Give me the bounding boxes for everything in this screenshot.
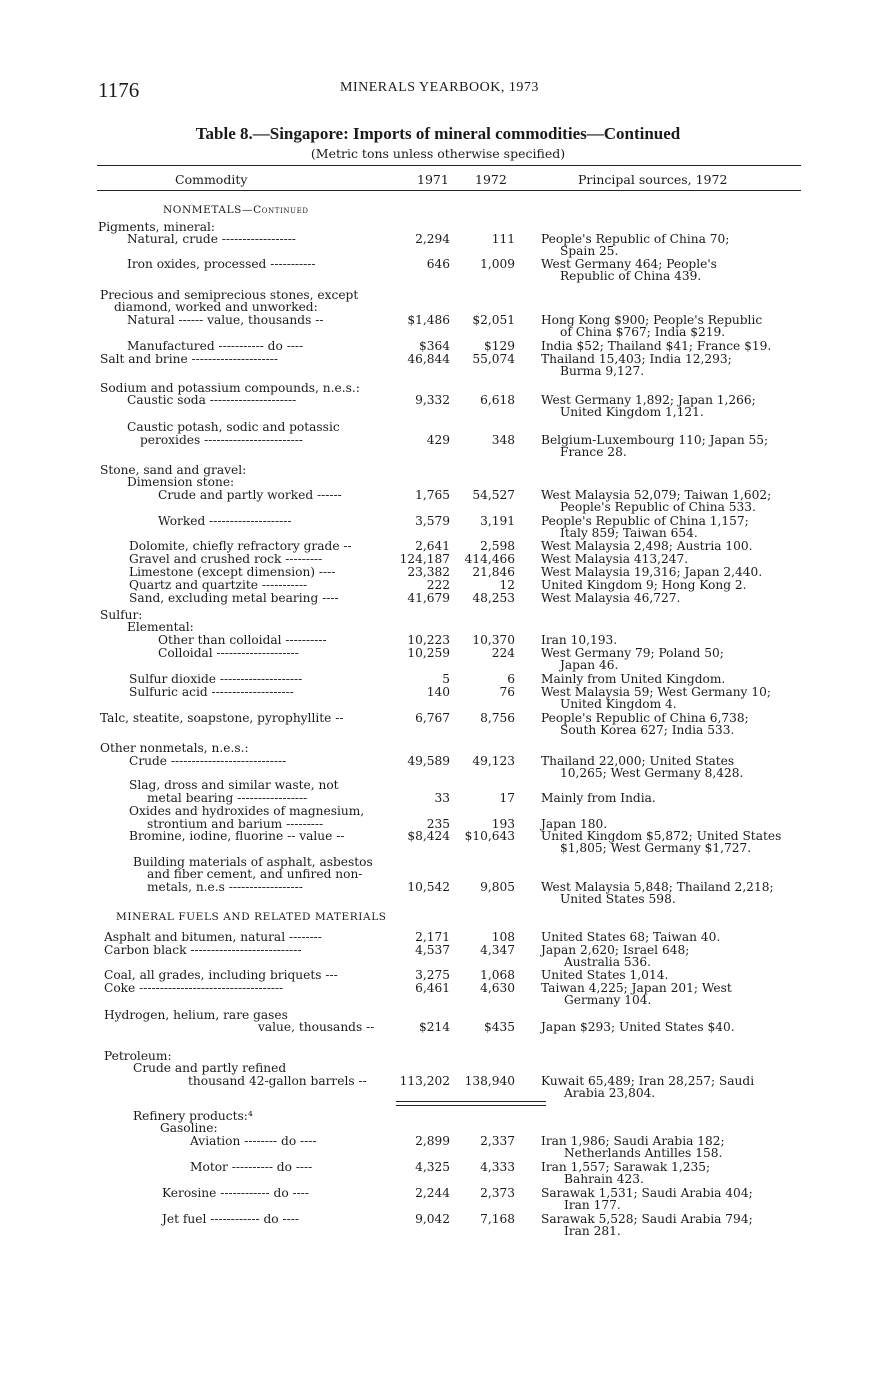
table-row: [0, 314, 876, 326]
sources-cell: People's Republic of China 6,738;: [541, 711, 749, 725]
commodity-cell: Colloidal --------------------: [158, 646, 299, 660]
value-1971-cell: 1,765: [415, 488, 450, 502]
value-1971-cell: 235: [426, 817, 450, 831]
value-1971-cell: 113,202: [399, 1074, 450, 1088]
sources-cell: France 28.: [560, 445, 627, 459]
table-row: [0, 1173, 876, 1185]
value-1971-cell: 4,537: [415, 943, 450, 957]
table-row: [0, 476, 876, 488]
commodity-cell: diamond, worked and unworked:: [114, 300, 318, 314]
value-1972-cell: 21,846: [472, 565, 515, 579]
table-row: [0, 712, 876, 724]
value-1972-cell: $435: [483, 1020, 515, 1034]
table-row: [0, 579, 876, 591]
sources-cell: Sarawak 1,531; Saudi Arabia 404;: [541, 1186, 753, 1200]
value-1971-cell: $214: [418, 1020, 450, 1034]
commodity-cell: Sulfuric acid --------------------: [129, 685, 294, 699]
value-1971-cell: 41,679: [407, 591, 450, 605]
value-1971-cell: 2,244: [415, 1186, 450, 1200]
table-row: [0, 245, 876, 257]
table-row: [0, 553, 876, 565]
table-row: [0, 982, 876, 994]
value-1971-cell: 10,542: [407, 880, 450, 894]
sources-cell: Italy 859; Taiwan 654.: [560, 526, 698, 540]
sources-cell: Japan 2,620; Israel 648;: [541, 943, 690, 957]
table-row: [0, 527, 876, 539]
table-row: [0, 421, 876, 433]
value-1971-cell: 23,382: [407, 565, 450, 579]
commodity-cell: Sulfur dioxide --------------------: [129, 672, 303, 686]
value-1972-cell: 9,805: [480, 880, 515, 894]
value-1972-cell: 10,370: [472, 633, 515, 647]
commodity-cell: Stone, sand and gravel:: [100, 463, 247, 477]
value-1971-cell: 5: [442, 672, 450, 686]
table-row: [0, 233, 876, 245]
table-row: [0, 326, 876, 338]
sources-cell: Spain 25.: [560, 244, 619, 258]
double-rule-lower: [396, 1105, 546, 1106]
sources-cell: Iran 177.: [564, 1198, 621, 1212]
value-1972-cell: 7,168: [480, 1212, 515, 1226]
value-1972-cell: 2,337: [480, 1134, 515, 1148]
value-1972-cell: 2,598: [480, 539, 515, 553]
value-1972-cell: 1,068: [480, 968, 515, 982]
table-row: [0, 994, 876, 1006]
value-1971-cell: 10,259: [407, 646, 450, 660]
sources-cell: West Malaysia 19,316; Japan 2,440.: [541, 565, 763, 579]
value-1972-cell: 193: [491, 817, 515, 831]
sources-cell: West Malaysia 52,079; Taiwan 1,602;: [541, 488, 772, 502]
table-row: [0, 755, 876, 767]
table-row: [0, 353, 876, 365]
commodity-cell: Talc, steatite, soapstone, pyrophyllite --: [100, 711, 344, 725]
sources-cell: Australia 536.: [564, 955, 651, 969]
table-row: [0, 540, 876, 552]
commodity-cell: Manufactured ----------- do ----: [127, 339, 304, 353]
commodity-cell: Worked --------------------: [158, 514, 292, 528]
value-1972-cell: 4,347: [480, 943, 515, 957]
sources-cell: Japan 46.: [560, 658, 619, 672]
sources-cell: Thailand 15,403; India 12,293;: [541, 352, 732, 366]
commodity-cell: Quartz and quartzite -----------: [129, 578, 308, 592]
commodity-cell: Other than colloidal ----------: [158, 633, 327, 647]
value-1972-cell: 17: [499, 791, 515, 805]
section-heading: MINERAL FUELS AND RELATED MATERIALS: [116, 911, 387, 923]
table-row: [0, 1147, 876, 1159]
value-1972-cell: 138,940: [464, 1074, 515, 1088]
value-1972-cell: 3,191: [480, 514, 515, 528]
table-row: [0, 1021, 876, 1033]
page-number: 1176: [98, 78, 140, 102]
sources-cell: People's Republic of China 1,157;: [541, 514, 749, 528]
table-row: [0, 301, 876, 313]
table-row: [0, 1075, 876, 1087]
sources-cell: Mainly from India.: [541, 791, 656, 805]
value-1971-cell: 646: [426, 257, 450, 271]
commodity-cell: Kerosine ------------ do ----: [162, 1186, 310, 1200]
commodity-cell: Jet fuel ------------ do ----: [162, 1212, 299, 1226]
value-1971-cell: 2,171: [415, 930, 450, 944]
table-row: [0, 634, 876, 646]
commodity-cell: metals, n.e.s ------------------: [147, 880, 303, 894]
sources-cell: Iran 1,557; Sarawak 1,235;: [541, 1160, 711, 1174]
commodity-cell: Gravel and crushed rock ---------: [129, 552, 323, 566]
commodity-cell: Slag, dross and similar waste, not: [129, 778, 339, 792]
column-header-sources: Principal sources, 1972: [578, 172, 728, 187]
value-1971-cell: 124,187: [399, 552, 450, 566]
value-1972-cell: $10,643: [464, 829, 515, 843]
commodity-cell: Carbon black ---------------------------: [104, 943, 302, 957]
value-1971-cell: 6,767: [415, 711, 450, 725]
table-row: [0, 893, 876, 905]
sources-cell: Republic of China 439.: [560, 269, 702, 283]
value-1971-cell: 4,325: [415, 1160, 450, 1174]
sources-cell: Kuwait 65,489; Iran 28,257; Saudi: [541, 1074, 755, 1088]
sources-cell: Germany 104.: [564, 993, 652, 1007]
sources-cell: West Malaysia 5,848; Thailand 2,218;: [541, 880, 774, 894]
sources-cell: People's Republic of China 533.: [560, 500, 756, 514]
table-row: [0, 686, 876, 698]
value-1972-cell: 12: [499, 578, 515, 592]
sources-cell: Iran 1,986; Saudi Arabia 182;: [541, 1134, 725, 1148]
sources-cell: Taiwan 4,225; Japan 201; West: [541, 981, 732, 995]
table-row: [0, 1225, 876, 1237]
value-1972-cell: 4,630: [480, 981, 515, 995]
sources-cell: United Kingdom 4.: [560, 697, 677, 711]
sources-cell: Japan $293; United States $40.: [541, 1020, 735, 1034]
sources-cell: Iran 10,193.: [541, 633, 618, 647]
value-1972-cell: 414,466: [464, 552, 515, 566]
sources-cell: of China $767; India $219.: [560, 325, 726, 339]
table-row: [0, 868, 876, 880]
value-1972-cell: $2,051: [472, 313, 515, 327]
table-row: [0, 792, 876, 804]
table-row: [0, 365, 876, 377]
sources-cell: United Kingdom 1,121.: [560, 405, 704, 419]
commodity-cell: Elemental:: [127, 620, 194, 634]
commodity-cell: Gasoline:: [160, 1121, 218, 1135]
section-heading: NONMETALS—Continued: [163, 204, 309, 216]
table-row: [0, 969, 876, 981]
value-1972-cell: 6,618: [480, 393, 515, 407]
table-row: [0, 659, 876, 671]
table-row: [0, 842, 876, 854]
commodity-cell: Oxides and hydroxides of magnesium,: [129, 804, 365, 818]
sources-cell: West Malaysia 413,247.: [541, 552, 689, 566]
value-1972-cell: 4,333: [480, 1160, 515, 1174]
sources-cell: West Malaysia 2,498; Austria 100.: [541, 539, 753, 553]
table-row: [0, 434, 876, 446]
commodity-cell: Crude ----------------------------: [129, 754, 287, 768]
commodity-cell: Building materials of asphalt, asbestos: [133, 855, 373, 869]
value-1972-cell: 49,123: [472, 754, 515, 768]
commodity-cell: thousand 42-gallon barrels --: [188, 1074, 367, 1088]
sources-cell: United Kingdom 9; Hong Kong 2.: [541, 578, 747, 592]
commodity-cell: Limestone (except dimension) ----: [129, 565, 336, 579]
table-row: [0, 805, 876, 817]
value-1972-cell: 76: [499, 685, 515, 699]
commodity-cell: Refinery products:⁴: [133, 1109, 253, 1123]
sources-cell: Iran 281.: [564, 1224, 621, 1238]
sources-cell: South Korea 627; India 533.: [560, 723, 735, 737]
value-1971-cell: 49,589: [407, 754, 450, 768]
table-row: [0, 944, 876, 956]
value-1972-cell: 224: [491, 646, 515, 660]
value-1972-cell: 55,074: [472, 352, 515, 366]
table-row: [0, 501, 876, 513]
sources-cell: West Germany 1,892; Japan 1,266;: [541, 393, 756, 407]
table-row: [0, 673, 876, 685]
commodity-cell: Precious and semiprecious stones, except: [100, 288, 359, 302]
commodity-cell: Coal, all grades, including briquets ---: [104, 968, 338, 982]
value-1972-cell: 54,527: [472, 488, 515, 502]
table-row: [0, 779, 876, 791]
table-row: [0, 1110, 876, 1122]
commodity-cell: Bromine, iodine, fluorine -- value --: [129, 829, 345, 843]
table-row: [0, 856, 876, 868]
sources-cell: West Malaysia 46,727.: [541, 591, 681, 605]
table-row: [0, 566, 876, 578]
sources-cell: India $52; Thailand $41; France $19.: [541, 339, 772, 353]
sources-cell: United States 68; Taiwan 40.: [541, 930, 721, 944]
sources-cell: United States 598.: [560, 892, 676, 906]
table-row: [0, 742, 876, 754]
sources-cell: 10,265; West Germany 8,428.: [560, 766, 744, 780]
sources-cell: Bahrain 423.: [564, 1172, 644, 1186]
value-1971-cell: 2,294: [415, 232, 450, 246]
table-row: [0, 881, 876, 893]
table-row: [0, 1062, 876, 1074]
value-1971-cell: $364: [418, 339, 450, 353]
sources-cell: West Germany 79; Poland 50;: [541, 646, 724, 660]
sources-cell: $1,805; West Germany $1,727.: [560, 841, 752, 855]
commodity-cell: Natural, crude ------------------: [127, 232, 296, 246]
table-row: [0, 1161, 876, 1173]
table-row: [0, 931, 876, 943]
value-1971-cell: $1,486: [407, 313, 450, 327]
sources-cell: Arabia 23,804.: [564, 1086, 656, 1100]
table-row: [0, 1135, 876, 1147]
value-1972-cell: 111: [491, 232, 515, 246]
table-row: [0, 1213, 876, 1225]
table-row: [0, 621, 876, 633]
sources-cell: Sarawak 5,528; Saudi Arabia 794;: [541, 1212, 753, 1226]
column-header-1971: 1971: [417, 172, 449, 187]
table-row: [0, 698, 876, 710]
sources-cell: Hong Kong $900; People's Republic: [541, 313, 763, 327]
value-1972-cell: 48,253: [472, 591, 515, 605]
value-1972-cell: 8,756: [480, 711, 515, 725]
table-row: [0, 592, 876, 604]
commodity-cell: Other nonmetals, n.e.s.:: [100, 741, 249, 755]
value-1971-cell: 9,332: [415, 393, 450, 407]
sources-cell: Mainly from United Kingdom.: [541, 672, 726, 686]
table-title: Table 8.—Singapore: Imports of mineral commodities—Continued: [195, 124, 681, 143]
commodity-cell: Dolomite, chiefly refractory grade --: [129, 539, 352, 553]
value-1972-cell: 6: [507, 672, 515, 686]
table-row: [0, 1199, 876, 1211]
sources-cell: Belgium-Luxembourg 110; Japan 55;: [541, 433, 769, 447]
column-header-1972: 1972: [475, 172, 507, 187]
table-row: [0, 724, 876, 736]
value-1971-cell: $8,424: [407, 829, 450, 843]
commodity-cell: Motor ---------- do ----: [190, 1160, 313, 1174]
table-row: [0, 647, 876, 659]
commodity-cell: Caustic soda ---------------------: [127, 393, 297, 407]
commodity-cell: strontium and barium ---------: [147, 817, 324, 831]
commodity-cell: Natural ------ value, thousands --: [127, 313, 324, 327]
sources-cell: Netherlands Antilles 158.: [564, 1146, 723, 1160]
commodity-cell: Pigments, mineral:: [98, 220, 216, 234]
commodity-cell: Crude and partly refined: [133, 1061, 287, 1075]
value-1972-cell: 2,373: [480, 1186, 515, 1200]
value-1971-cell: 2,899: [415, 1134, 450, 1148]
table-row: [0, 270, 876, 282]
commodity-cell: Sodium and potassium compounds, n.e.s.:: [100, 381, 360, 395]
value-1972-cell: 348: [491, 433, 515, 447]
commodity-cell: value, thousands --: [258, 1020, 375, 1034]
commodity-cell: Coke -----------------------------------: [104, 981, 284, 995]
commodity-cell: metal bearing -----------------: [147, 791, 308, 805]
commodity-cell: Caustic potash, sodic and potassic: [127, 420, 340, 434]
sources-cell: People's Republic of China 70;: [541, 232, 730, 246]
table-row: [0, 204, 876, 216]
double-rule-upper: [396, 1101, 546, 1102]
sources-cell: Japan 180.: [541, 817, 608, 831]
value-1971-cell: 6,461: [415, 981, 450, 995]
table-row: [0, 258, 876, 270]
table-subtitle: (Metric tons unless otherwise specified): [310, 146, 566, 161]
table-row: [0, 1087, 876, 1099]
value-1972-cell: 1,009: [480, 257, 515, 271]
sources-cell: United States 1,014.: [541, 968, 669, 982]
commodity-cell: Iron oxides, processed -----------: [127, 257, 316, 271]
commodity-cell: Crude and partly worked ------: [158, 488, 342, 502]
commodity-cell: Dimension stone:: [127, 475, 235, 489]
commodity-cell: Asphalt and bitumen, natural --------: [104, 930, 322, 944]
value-1971-cell: 9,042: [415, 1212, 450, 1226]
value-1971-cell: 222: [426, 578, 450, 592]
table-row: [0, 1187, 876, 1199]
value-1971-cell: 10,223: [407, 633, 450, 647]
commodity-cell: and fiber cement, and unfired non-: [147, 867, 363, 881]
commodity-cell: Sulfur:: [100, 608, 143, 622]
commodity-cell: Sand, excluding metal bearing ----: [129, 591, 339, 605]
sources-cell: United Kingdom $5,872; United States: [541, 829, 782, 843]
sources-cell: Thailand 22,000; United States: [541, 754, 735, 768]
commodity-cell: Hydrogen, helium, rare gases: [104, 1008, 288, 1022]
value-1971-cell: 46,844: [407, 352, 450, 366]
commodity-cell: Aviation -------- do ----: [190, 1134, 317, 1148]
value-1971-cell: 429: [426, 433, 450, 447]
table-row: [0, 1050, 876, 1062]
value-1971-cell: 33: [434, 791, 450, 805]
value-1972-cell: $129: [483, 339, 515, 353]
value-1971-cell: 3,579: [415, 514, 450, 528]
header-rule: [97, 190, 801, 191]
value-1971-cell: 2,641: [415, 539, 450, 553]
table-row: [0, 956, 876, 968]
commodity-cell: peroxides ------------------------: [140, 433, 303, 447]
table-row: [0, 394, 876, 406]
running-head: MINERALS YEARBOOK, 1973: [340, 80, 539, 95]
value-1971-cell: 3,275: [415, 968, 450, 982]
value-1972-cell: 108: [491, 930, 515, 944]
table-row: [0, 911, 876, 923]
sources-cell: Burma 9,127.: [560, 364, 645, 378]
commodity-cell: Salt and brine ---------------------: [100, 352, 279, 366]
table-row: [0, 340, 876, 352]
top-rule: [97, 165, 801, 166]
sources-cell: West Malaysia 59; West Germany 10;: [541, 685, 771, 699]
table-row: [0, 406, 876, 418]
table-row: [0, 1122, 876, 1134]
value-1971-cell: 140: [426, 685, 450, 699]
table-row: [0, 446, 876, 458]
commodity-cell: Petroleum:: [104, 1049, 172, 1063]
table-row: [0, 515, 876, 527]
column-header-commodity: Commodity: [175, 172, 248, 187]
sources-cell: West Germany 464; People's: [541, 257, 717, 271]
